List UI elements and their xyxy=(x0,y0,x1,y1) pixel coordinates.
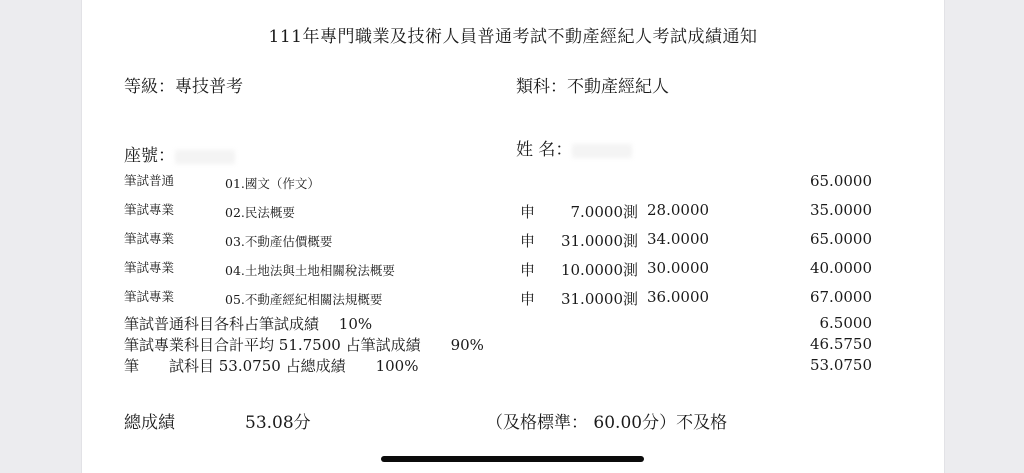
subject-total: 65.0000 xyxy=(809,230,872,248)
pass-standard-result: （及格標準： 60.00分）不及格 xyxy=(486,413,728,433)
name-row xyxy=(516,135,632,160)
summary-value: 46.5750 xyxy=(809,335,872,353)
subject-flag: 申 xyxy=(520,261,536,279)
subject-type: 筆試專業 xyxy=(124,202,175,217)
subject-name: 04.土地法與土地相關稅法概要 xyxy=(225,263,395,278)
subject-total: 40.0000 xyxy=(809,259,872,277)
subject-flag: 申 xyxy=(520,290,536,308)
subject-type: 筆試專業 xyxy=(124,289,175,304)
seat-number-redacted xyxy=(175,150,235,164)
subject-score-first: 7.0000測 xyxy=(570,203,638,221)
seat-number-row xyxy=(124,141,235,166)
summary-value: 53.0750 xyxy=(809,356,872,374)
subject-total: 67.0000 xyxy=(809,288,872,306)
subject-score-first: 10.0000測 xyxy=(560,261,638,279)
subject-name: 01.國文（作文） xyxy=(225,176,320,191)
score-notice-document xyxy=(82,0,944,473)
subject-score-first: 31.0000測 xyxy=(560,290,638,308)
subject-type: 筆試專業 xyxy=(124,231,175,246)
total-score-label: 總成績 xyxy=(124,413,175,433)
summary-text: 筆 試科目 53.0750 占總成績 100% xyxy=(124,357,419,375)
category-label: 類科：不動產經紀人 xyxy=(516,77,669,97)
seat-label: 座號： xyxy=(124,146,175,166)
subject-name: 05.不動產經紀相關法規概要 xyxy=(225,292,383,307)
name-redacted xyxy=(572,144,632,158)
name-label: 姓 名： xyxy=(516,140,573,160)
summary-value: 6.5000 xyxy=(819,314,872,332)
subject-type: 筆試普通 xyxy=(124,173,175,188)
subject-type: 筆試專業 xyxy=(124,260,175,275)
subject-flag: 申 xyxy=(520,203,536,221)
summary-text: 筆試專業科目合計平均 51.7500 占筆試成績 90% xyxy=(124,336,484,354)
subject-total: 65.0000 xyxy=(809,172,872,190)
level-label: 等級：專技普考 xyxy=(124,77,243,97)
subject-score-second: 28.0000 xyxy=(647,201,710,219)
subject-name: 02.民法概要 xyxy=(225,205,295,220)
left-margin xyxy=(0,0,82,473)
subject-name: 03.不動產估價概要 xyxy=(225,234,333,249)
total-score-value: 53.08分 xyxy=(245,413,311,433)
subject-score-second: 36.0000 xyxy=(647,288,710,306)
subject-score-first: 31.0000測 xyxy=(560,232,638,250)
document-title: 111年專門職業及技術人員普通考試不動產經紀人考試成績通知 xyxy=(268,27,758,47)
subject-total: 35.0000 xyxy=(809,201,872,219)
right-margin xyxy=(944,0,1024,473)
subject-flag: 申 xyxy=(520,232,536,250)
summary-text: 筆試普通科目各科占筆試成績 10% xyxy=(124,315,373,333)
home-indicator-bar[interactable] xyxy=(381,456,644,462)
subject-score-second: 34.0000 xyxy=(647,230,710,248)
subject-score-second: 30.0000 xyxy=(647,259,710,277)
